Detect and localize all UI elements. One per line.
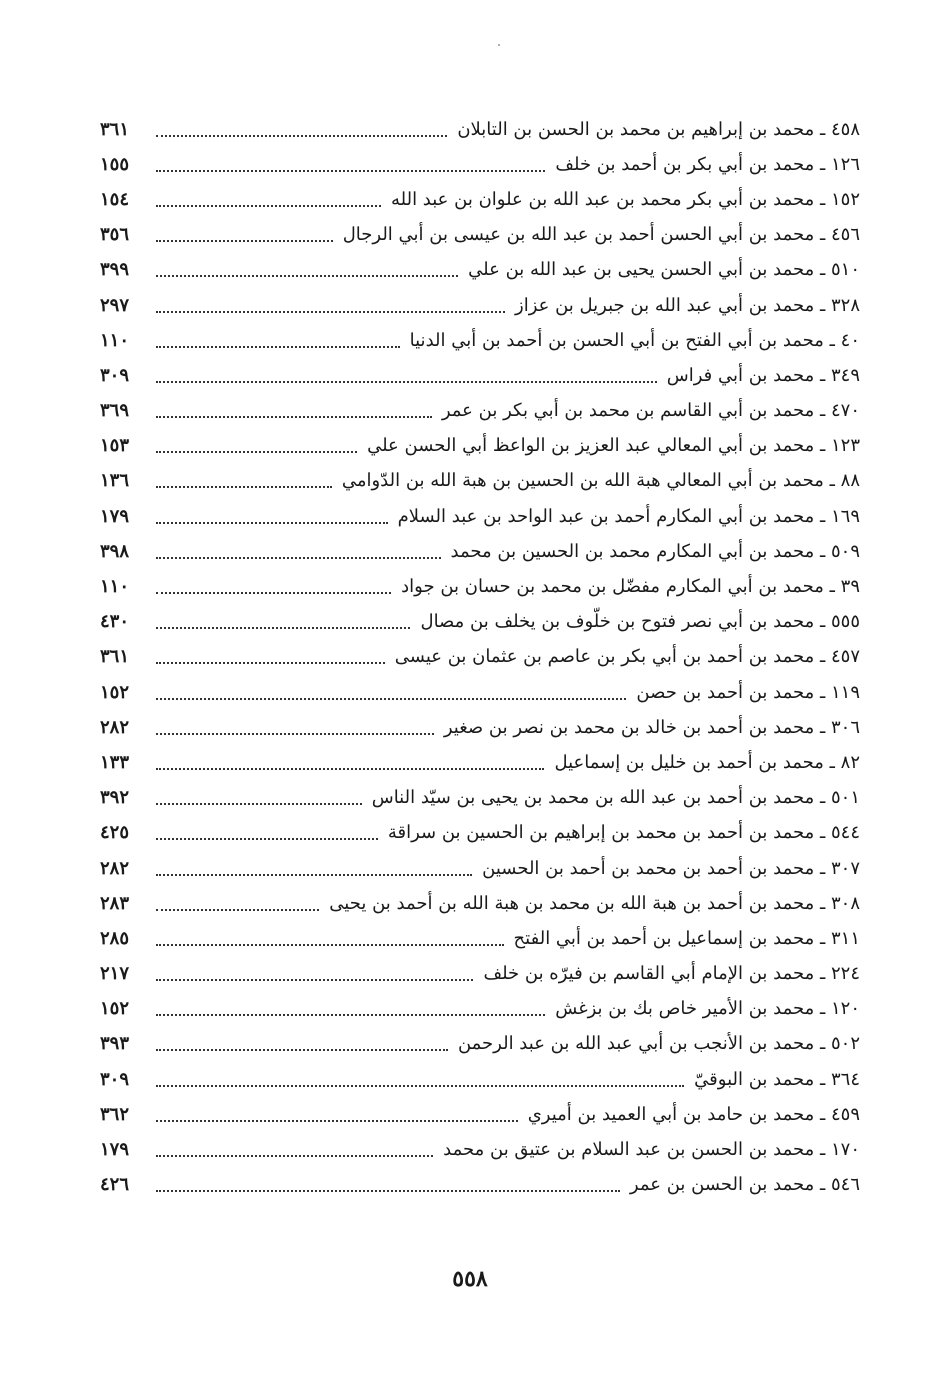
index-entry (100, 1097, 860, 1132)
index-entry (100, 605, 860, 640)
index-entry (100, 534, 860, 569)
index-entry (100, 569, 860, 604)
dot-leader (156, 1014, 545, 1016)
entry-name: ٤٧٠ ـ محمد بن أبي القاسم بن محمد بن أبي بكر بن عمر (441, 400, 860, 422)
index-entry (100, 957, 860, 992)
dot-leader (156, 451, 357, 453)
entry-name: ٣١١ ـ محمد بن إسماعيل بن أحمد بن أبي الفتح (513, 927, 860, 949)
entry-name: ٣٠٧ ـ محمد بن أحمد بن محمد بن أحمد بن الحسين (482, 857, 860, 879)
entry-name: ٤٠ ـ محمد بن أبي الفتح بن أبي الحسن بن أحمد بن أبي الدنيا (409, 329, 860, 351)
dot-leader (156, 698, 626, 700)
dot-leader (156, 909, 319, 911)
entry-name: ٨٢ ـ محمد بن أحمد بن خليل بن إسماعيل (554, 751, 860, 773)
entry-page-number: ١٥٢ (100, 681, 130, 703)
index-entry (100, 218, 860, 253)
entry-page-number: ١٥٥ (100, 153, 130, 175)
entry-page-number: ٣٦١ (100, 118, 130, 140)
entry-name: ١٥٢ ـ محمد بن أبي بكر محمد بن عبد الله بن علوان بن عبد الله (390, 188, 860, 210)
entry-page-number: ٤٣٠ (100, 611, 130, 633)
dot-leader (156, 1049, 448, 1051)
dot-leader (156, 874, 472, 876)
entry-name: ٣٤٩ ـ محمد بن أبي فراس (666, 364, 860, 386)
entry-page-number: ١٧٩ (100, 1139, 130, 1161)
dot-leader (156, 1190, 620, 1192)
entry-page-number: ٢٨٢ (100, 716, 130, 738)
dot-leader (156, 838, 378, 840)
entry-name: ٣٠٨ ـ محمد بن أحمد بن هبة الله بن محمد بن هبة الله بن أحمد بن يحيى (329, 892, 860, 914)
index-entry (100, 288, 860, 323)
entry-page-number: ٢٨٥ (100, 927, 130, 949)
dot-leader (156, 311, 505, 313)
dot-leader (156, 486, 332, 488)
entry-name: ٨٨ ـ محمد بن أبي المعالي هبة الله بن الحسين بن هبة الله بن الدّوامي (341, 470, 860, 492)
dot-leader (156, 979, 473, 981)
dot-leader (156, 135, 447, 137)
entry-name: ١٢٠ ـ محمد بن الأمير خاص بك بن بزغش (555, 998, 860, 1020)
index-entry (100, 499, 860, 534)
entry-name: ١٢٦ ـ محمد بن أبي بكر بن أحمد بن خلف (555, 153, 860, 175)
entry-page-number: ٢٨٣ (100, 892, 130, 914)
index-entry (100, 147, 860, 182)
entry-name: ٣٩ ـ محمد بن أبي المكارم مفضّل بن محمد بن حسان بن جواد (401, 576, 860, 598)
dot-leader (156, 733, 434, 735)
entry-name: ٥١٠ ـ محمد بن أبي الحسن يحيى بن عبد الله بن علي (468, 259, 860, 281)
entry-page-number: ٣٦٩ (100, 400, 130, 422)
index-entry (100, 851, 860, 886)
entry-name: ١٢٣ ـ محمد بن أبي المعالي عبد العزيز بن الواعظ أبي الحسن علي (367, 435, 860, 457)
dot-leader (156, 381, 657, 383)
dot-leader (156, 346, 400, 348)
dot-leader (156, 557, 441, 559)
index-entry (100, 1168, 860, 1203)
entry-page-number: ١١٠ (100, 329, 130, 351)
dot-leader (156, 522, 388, 524)
dot-leader (156, 1085, 684, 1087)
entry-page-number: ٢٩٧ (100, 294, 130, 316)
index-entry (100, 1062, 860, 1097)
index-entry (100, 253, 860, 288)
entry-page-number: ٣٥٦ (100, 224, 130, 246)
dot-leader (156, 170, 545, 172)
dot-leader (156, 768, 544, 770)
page-number: ٥٥٨ (452, 1266, 488, 1292)
entry-name: ٥٠٢ ـ محمد بن الأنجب بن أبي عبد الله بن عبد الرحمن (457, 1033, 860, 1055)
dot-leader (156, 592, 391, 594)
entry-name: ٥٤٤ ـ محمد بن أحمد بن محمد بن إبراهيم بن الحسين بن سراقة (387, 822, 860, 844)
entry-page-number: ٢٨٢ (100, 857, 130, 879)
entry-page-number: ١٥٢ (100, 998, 130, 1020)
index-entry (100, 112, 860, 147)
entry-page-number: ٣٩٢ (100, 787, 130, 809)
dot-leader (156, 416, 432, 418)
index-entry (100, 886, 860, 921)
entry-page-number: ٣٩٣ (100, 1033, 130, 1055)
entry-name: ٥٠١ ـ محمد بن أحمد بن عبد الله بن محمد بن يحيى بن سيّد الناس (371, 787, 860, 809)
index-entry (100, 182, 860, 217)
entry-name: ١١٩ ـ محمد بن أحمد بن حصن (636, 681, 860, 703)
entry-name: ٥٥٥ ـ محمد بن أبي نصر فتوح بن خلّوف بن يخلف بن مصال (420, 611, 860, 633)
dot-leader (156, 803, 362, 805)
index-entry (100, 816, 860, 851)
entry-page-number: ١٧٩ (100, 505, 130, 527)
entry-page-number: ٣٦٢ (100, 1103, 130, 1125)
entry-page-number: ١١٠ (100, 576, 130, 598)
scan-speck (498, 44, 500, 46)
index-entry (100, 640, 860, 675)
index-entry (100, 1027, 860, 1062)
entry-name: ٤٥٧ ـ محمد بن أحمد بن أبي بكر بن عاصم بن عثمان بن عيسى (394, 646, 860, 668)
index-entry (100, 675, 860, 710)
entry-name: ٤٥٦ ـ محمد بن أبي الحسن أحمد بن عبد الله بن عيسى بن أبي الرجال (342, 224, 860, 246)
dot-leader (156, 1155, 433, 1157)
entry-name: ٥٠٩ ـ محمد بن أبي المكارم محمد بن الحسين بن محمد (450, 540, 860, 562)
entry-name: ٤٥٨ ـ محمد بن إبراهيم بن محمد بن الحسن بن التابلان (457, 118, 860, 140)
index-entry (100, 429, 860, 464)
entry-page-number: ١٥٤ (100, 188, 130, 210)
entry-page-number: ٣٩٨ (100, 540, 130, 562)
index-entry (100, 781, 860, 816)
dot-leader (156, 627, 410, 629)
entry-name: ٥٤٦ ـ محمد بن الحسن بن عمر (629, 1174, 860, 1196)
entry-page-number: ٤٢٦ (100, 1174, 130, 1196)
entry-page-number: ١٣٦ (100, 470, 130, 492)
entry-name: ٢٢٤ ـ محمد بن الإمام أبي القاسم بن فيرّه بن خلف (483, 963, 860, 985)
dot-leader (156, 1120, 518, 1122)
entry-name: ١٧٠ ـ محمد بن الحسن بن عبد السلام بن عتيق بن محمد (443, 1139, 860, 1161)
entry-name: ٣٦٤ ـ محمد بن البوقيّ (694, 1068, 860, 1090)
entry-page-number: ١٣٣ (100, 751, 130, 773)
entry-page-number: ٣٠٩ (100, 364, 130, 386)
index-entry (100, 710, 860, 745)
dot-leader (156, 205, 381, 207)
index-entry (100, 1132, 860, 1167)
index-entry (100, 921, 860, 956)
entry-name: ٤٥٩ ـ محمد بن حامد بن أبي العميد بن أميري (527, 1103, 860, 1125)
index-entries-list (100, 112, 860, 1203)
entry-page-number: ٢١٧ (100, 963, 130, 985)
entry-page-number: ١٥٣ (100, 435, 130, 457)
entry-page-number: ٤٢٥ (100, 822, 130, 844)
dot-leader (156, 944, 504, 946)
dot-leader (156, 275, 458, 277)
entry-name: ١٦٩ ـ محمد بن أبي المكارم أحمد بن عبد الواحد بن عبد السلام (397, 505, 860, 527)
entry-name: ٣٠٦ ـ محمد بن أحمد بن خالد بن محمد بن نصر بن صغير (443, 716, 860, 738)
index-entry (100, 394, 860, 429)
index-entry (100, 358, 860, 393)
dot-leader (156, 662, 385, 664)
index-entry (100, 323, 860, 358)
dot-leader (156, 240, 333, 242)
entry-page-number: ٣٠٩ (100, 1068, 130, 1090)
entry-name: ٣٢٨ ـ محمد بن أبي عبد الله بن جبريل بن عزاز (515, 294, 860, 316)
index-entry (100, 992, 860, 1027)
index-entry (100, 464, 860, 499)
entry-page-number: ٣٦١ (100, 646, 130, 668)
entry-page-number: ٣٩٩ (100, 259, 130, 281)
index-entry (100, 745, 860, 780)
